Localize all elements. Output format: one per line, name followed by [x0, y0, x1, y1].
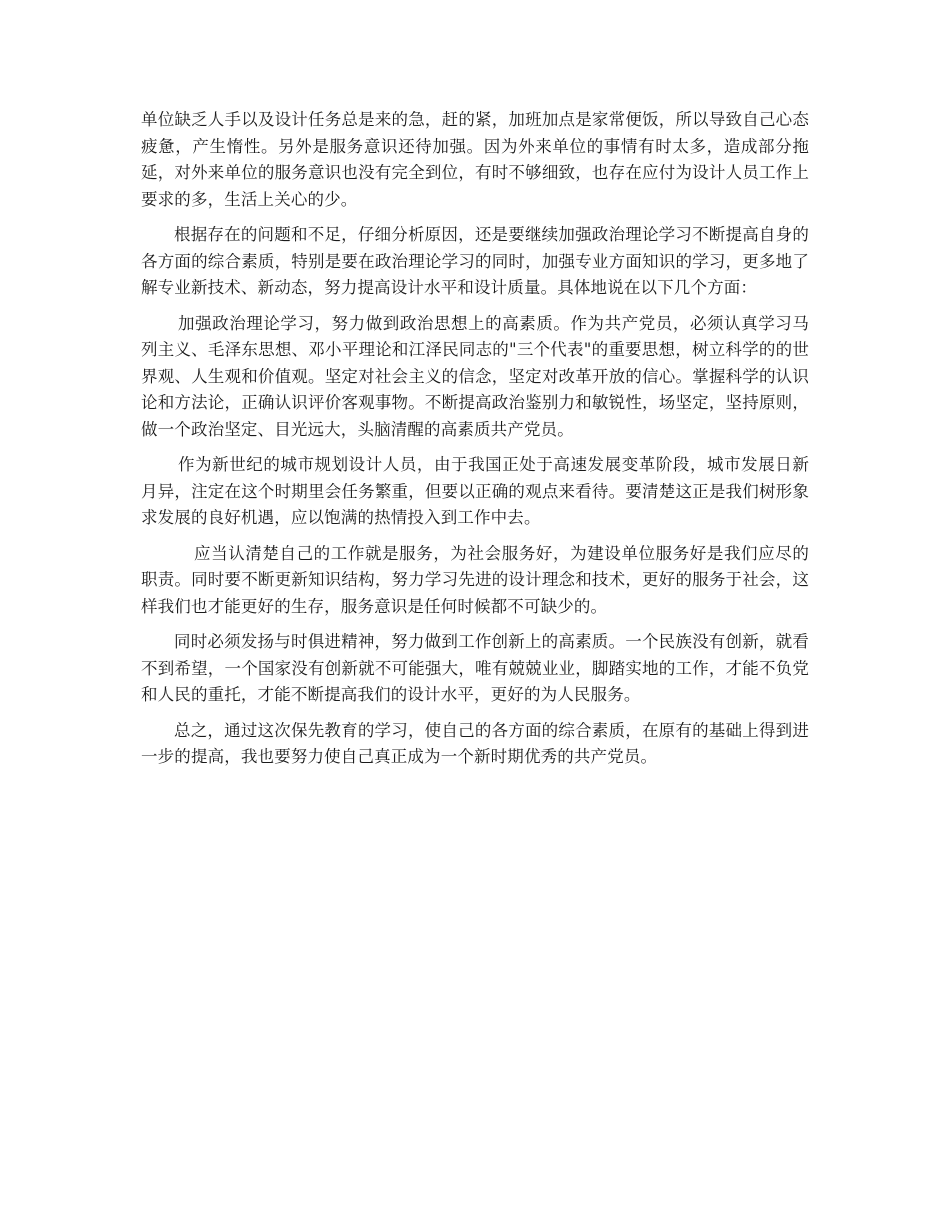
document-body: [141, 107, 809, 780]
paragraph-4: 作为新世纪的城市规划设计人员，由于我国正处于高速发展变革阶段，城市发展日新月异，注定在这个时期里会任务繁重，但要以正确的观点来看待。要清楚这正是我们树形象求发展的良好机遇，应以饱满的热情投入到工作中去。: [141, 455, 809, 527]
paragraph-2: 根据存在的问题和不足，仔细分析原因，还是要继续加强政治理论学习不断提高自身的各方面的综合素质，特别是要在政治理论学习的同时，加强专业方面知识的学习，更多地了解专业新技术、新动态，努力提高设计水平和设计质量。具体地说在以下几个方面：: [141, 225, 809, 297]
paragraph-1: 单位缺乏人手以及设计任务总是来的急，赶的紧，加班加点是家常便饭，所以导致自己心态疲惫，产生惰性。另外是服务意识还待加强。因为外来单位的事情有时太多，造成部分拖延，对外来单位的服务意识也没有完全到位，有时不够细致，也存在应付为设计人员工作上要求的多，生活上关心的少。: [141, 110, 809, 209]
paragraph-3: 加强政治理论学习，努力做到政治思想上的高素质。作为共产党员，必须认真学习马列主义、毛泽东思想、邓小平理论和江泽民同志的"三个代表"的重要思想，树立科学的的世界观、人生观和价值观。坚定对社会主义的信念，坚定对改革开放的信心。掌握科学的认识论和方法论，正确认识评价客观事物。不断提高政治鉴别力和敏锐性，场坚定，坚持原则，做一个政治坚定、目光远大，头脑清醒的高素质共产党员。: [141, 313, 809, 439]
paragraph-6: 同时必须发扬与时俱进精神，努力做到工作创新上的高素质。一个民族没有创新，就看不到希望，一个国家没有创新就不可能强大，唯有兢兢业业，脚踏实地的工作，才能不负党和人民的重托，才能不断提高我们的设计水平，更好的为人民服务。: [141, 632, 809, 704]
paragraph-7: 总之，通过这次保先教育的学习，使自己的各方面的综合素质，在原有的基础上得到进一步的提高，我也要努力使自己真正成为一个新时期优秀的共产党员。: [141, 720, 809, 766]
paragraph-5: 应当认清楚自己的工作就是服务，为社会服务好，为建设单位服务好是我们应尽的职责。同时要不断更新知识结构，努力学习先进的设计理念和技术，更好的服务于社会，这样我们也才能更好的生存，服务意识是任何时候都不可缺少的。: [141, 543, 809, 616]
